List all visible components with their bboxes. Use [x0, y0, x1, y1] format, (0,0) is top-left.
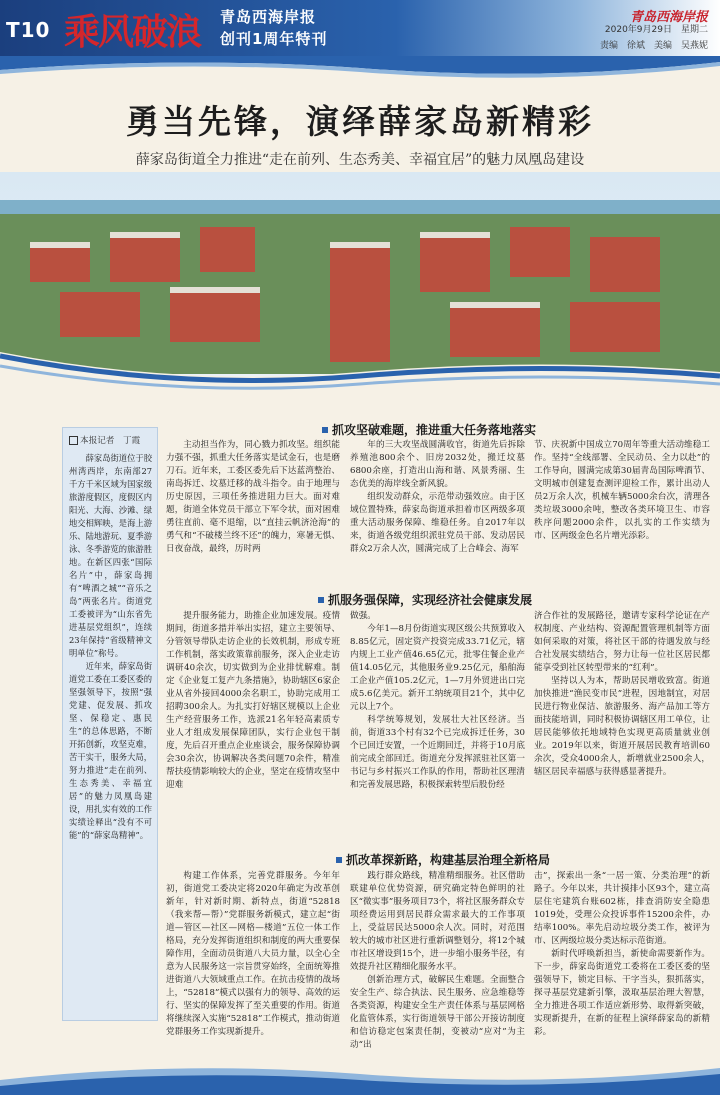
article-column: 践行群众路线，精准精细服务。社区借助联建单位优势资源，研究确定特色鲜明的社区“微实事”服务项目73个，将社区服务群众专项经费运用到居民群众需求最大的工作事项上，受益居民达5000余人次。同时，对范围较大的城市社区进行重新调整划分，将12个城市社区增设到15个，进一步缩小服务半径，有效提升社区精细化服务水平。 创新治理方式，破解民生难题。全面整合安全生产、综合执法、民生服务、应急维稳等各类资源，构建安全生产责任体系与基层网格化监管体系，实行街道领导干部公开接访制度和信访稳定包案责任制，变被动“应对”为主动“出	[350, 871, 525, 1050]
page-subtitle: 薛家岛街道全力推进“走在前列、生态秀美、幸福宜居”的魅力凤凰岛建设	[135, 152, 585, 168]
header-wave-decoration	[0, 56, 720, 86]
page-number: T10	[6, 18, 51, 42]
footer-wave-decoration	[0, 1060, 720, 1095]
article-column: 做强。 今年1—8月份街道实现区级公共预算收入8.85亿元，固定资产投资完成33.71亿元，辖内规上工业产值46.65亿元，批零住餐企业产值14.05亿元，其他服务业9.25亿元，船舶海工企业产值105.2亿元，1—7月外贸进出口完成5.6亿美元。新开工纳统项目21个，其中亿元以上7个。 科学统筹规划，发展壮大社区经济。当前，街道33个村有32个已完成拆迁任务，30个已回迁安置，一个近期回迁，并将于10月底前完成全部回迁。街道充分发挥派驻社区第一书记与乡村振兴工作队的作用，帮助社区理清和完善发展思路，积极探索转型后股份经	[350, 611, 525, 790]
sidebar-text	[69, 452, 152, 842]
masthead-logo: 青岛西海岸报	[629, 10, 708, 25]
intro-sidebar	[62, 427, 158, 1021]
sidebar-paragraph: 近年来，薛家岛街道党工委在工委区委的坚强领导下，按照“强党建、促发展、抓攻坚、保稳定、惠民生”的总体思路，不断开拓创新，攻坚克难，苦干实干，服务大局，努力推进“走在前列、生态秀美、幸福宜居”的魅力凤凰岛建设，用扎实有效的工作实绩诠释出“没有不可能”的“薛家岛精神”。	[69, 661, 152, 840]
article-column: 节、庆祝新中国成立70周年等重大活动维稳工作。坚持“全线部署、全民动员、全力以赴”的工作导向，圆满完成第30届青岛国际啤酒节、文明城市创建复查测评迎检工作，累计出动人员2万余人次，机械车辆5000余台次，清理各类垃圾3000余吨，整改各类环境卫生、市容秩序问题2000余件，以扎实的工作实绩为市、区两级金色名片增光添彩。	[534, 440, 710, 541]
header-paper-name: 青岛西海岸报	[220, 8, 317, 26]
article-column: 济合作社的发展路径，邀请专家科学论证在产权制度、产业结构、资源配置管理机制等方面如何采取的对策，将社区干部的待遇发放与经合社发展实绩结合，努力让每一位社区居民都能享受到社区转型带来的“红利”。 坚持以人为本，帮助居民增收致富。街道加快推进“渔民变市民”进程，因地制宜，对居民进行物业保洁、旅游服务、海产品加工等方面技能培训，同时积极协调辖区用工单位，让居民能够依托地域特色实现更高质量就业创业。2019年以来，街道开展居民教育培训60余次，受众4000余人，新增就业2500余人，辖区居民幸福感与获得感显著提升。	[534, 611, 710, 777]
special-brand-title: 乘风破浪	[64, 11, 201, 53]
reporter-byline: 本报记者 丁霞	[69, 434, 140, 446]
section-heading: 抓攻坚破难题，推进重大任务落地落实	[322, 421, 536, 438]
section-heading: 抓改革探新路，构建基层治理全新格局	[336, 851, 550, 868]
article-column: 年的三大攻坚战圆满收官，街道先后拆除养殖池800余个、旧房2032处，搬迁坟墓6800余座，打造出山海和谐、风景秀丽、生态优美的海岸线全新风貌。 组织发动群众，示范带动强效应。由于区域位置特殊，薛家岛街道承担着市区两级多项重大活动服务保障、维稳任务。自2017年以来，街道各级党组织派驻党员干部、发动居民群众2万余人次，圆满完成了上合峰会、海军	[350, 440, 525, 554]
sidebar-paragraph: 薛家岛街道位于胶州湾西岸，东南部27千方千米区域为国家级旅游度假区，度假区内阳光、大海、沙滩、绿地交相辉映，是海上游乐、陆地游玩、夏季游泳、冬季游览的旅游胜地。在新区四张“国际名片”中，薛家岛拥有“啤酒之城”“音乐之岛”两张名片。街道党工委被评为“山东省先进基层党组织”，连续23年保持“省级精神文明单位”称号。	[69, 453, 152, 658]
header-anniversary: 创刊1周年特刊	[220, 30, 328, 48]
article-column: 提升服务能力，助推企业加速发展。疫情期间，街道多措并举出实招，建立主要领导、分管领导带队走访企业的长效机制，形成专班工作机制，落实政策靠前服务，深入企业走访调研40余次，切实做到为企业排忧解难。制定《企业复工复产九条措施》，协助辖区6家企业从省外接回4000余名职工，协助完成用工招聘300余人。为扎实打好辖区规模以上企业生产经营服务工作，选派21名年轻高素质专业人才组成发展保障团队，实行企业包干制度，先后召开重点企业座谈会，服务保障协调会30余次，协调解决各类问题70余件，精准帮扶疫情影响较大的企业，坚定在疫情攻坚中迎难	[166, 611, 340, 790]
aerial-photo	[0, 172, 720, 412]
article-column: 构建工作体系，完善党群服务。今年年初，街道党工委决定将2020年确定为改革创新年，针对新时期、新特点，街道“52818（我来帮—帮）”党群服务新模式，建立起“街道—管区—社区—网格—楼道”五位一体工作格局，充分发挥街道组织和制度的两大重要保障作用，全面动员街道八大员力量，以全心全意为人民服务这一宗旨贯穿始终，全面统筹推进街道八大领域重点工作。在抗击疫情的战场上，“52818”模式以强有力的领导、高效的运行、坚实的保障发挥了至关重要的作用。街道将继续深入实施“52818”工作模式，推动街道党群服务工作实现新提升。	[166, 871, 340, 1037]
page-title: 勇当先锋，演绎薛家岛新精彩	[126, 102, 594, 141]
article-column: 主动担当作为，同心戮力抓攻坚。组织能力强不强，抓重大任务落实是试金石，也是磨刀石。近年来，工委区委先后下达蓝湾整治、南岛拆迁、坟墓迁移的战斗指令。由于地理与历史原因，三项任务推进阻力巨大。面对难题，街道全体党员干部立下军令状，面对困难勇往直前、毫不退缩，以“直挂云帆济沧海”的勇气和“不破楼兰终不还”的魄力，寒暑无惧、日夜奋战，最终，历时两	[166, 440, 340, 554]
issue-date: 2020年9月29日 星期二	[604, 25, 708, 35]
section-heading: 抓服务强保障，实现经济社会健康发展	[318, 591, 532, 608]
page-header	[0, 0, 720, 58]
article-column: 击”，探索出一条“一居一策、分类治理”的新路子。今年以来，共计摸排小区93个，建立高层住宅建筑台账602栋，排查消防安全隐患1019处，受理公众投诉事件15200余件，办结率100%。率先启动垃圾分类工作，被评为市、区两级垃圾分类达标示范街道。 新时代呼唤新担当，新使命需要新作为。下一步，薛家岛街道党工委将在工委区委的坚强领导下，锁定目标、干字当头，狠抓落实，探寻基层党建新引擎，汲取基层治理大智慧，全力推进各项工作适应新形势、取得新突破，实现新提升，在新的征程上演绎薛家岛的新精彩。	[534, 871, 710, 1037]
editor-credits: 责编 徐斌 美编 吴燕妮	[599, 41, 708, 51]
